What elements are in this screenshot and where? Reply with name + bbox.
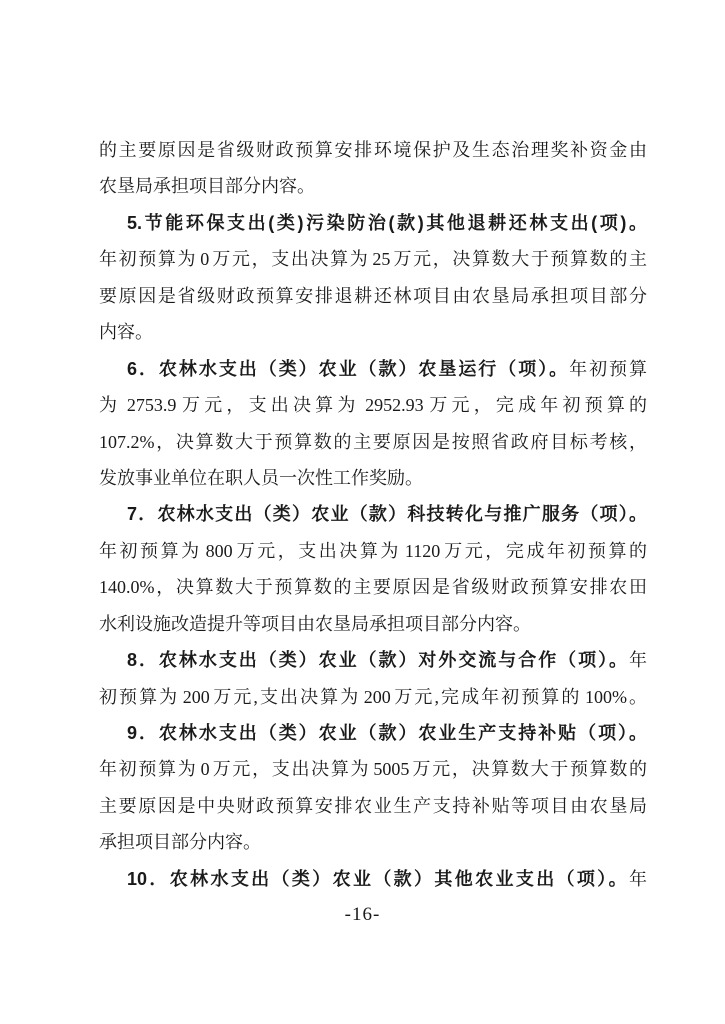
body-text-segment: 年初预算为 0 万元，支出决算为 25 万元，决算数大于预算数的主 (99, 249, 647, 270)
text-line (99, 496, 647, 532)
heading-segment: 10．农林水支出（类）农业（款）其他农业支出（项）。 (127, 868, 629, 889)
body-text-segment: 140.0%，决算数大于预算数的主要原因是省级财政预算安排农田 (99, 577, 647, 598)
page-number: -16- (344, 904, 381, 925)
body-text-segment: 水利设施改造提升等项目由农垦局承担项目部分内容。 (99, 613, 531, 634)
text-line (99, 241, 647, 277)
text-line (99, 751, 647, 787)
body-text-segment: 年 (629, 868, 647, 889)
document-body (99, 132, 647, 897)
text-line (99, 168, 647, 204)
body-text-segment: 年初预算 (569, 358, 647, 379)
text-line (99, 132, 647, 168)
heading-segment: 5.节能环保支出(类)污染防治(款)其他退耕还林支出(项)。 (127, 212, 647, 233)
body-text-segment: 主要原因是中央财政预算安排农业生产支持补贴等项目由农垦局 (99, 795, 647, 816)
body-text-segment: 要原因是省级财政预算安排退耕还林项目由农垦局承担项目部分 (99, 285, 647, 306)
body-text-segment: 初预算为 200 万元,支出决算为 200 万元,完成年初预算的 100%。 (99, 686, 647, 707)
body-text-segment: 承担项目部分内容。 (99, 832, 261, 853)
heading-segment: 7．农林水支出（类）农业（款）科技转化与推广服务（项）。 (127, 504, 647, 525)
body-text-segment: 的主要原因是省级财政预算安排环境保护及生态治理奖补资金由 (99, 140, 647, 160)
heading-segment: 6．农林水支出（类）农业（款）农垦运行（项）。 (127, 358, 570, 379)
text-line (99, 824, 647, 860)
text-line (99, 424, 647, 460)
text-line (99, 387, 647, 423)
body-text-segment: 107.2%，决算数大于预算数的主要原因是按照省政府目标考核， (99, 431, 647, 452)
text-line (99, 533, 647, 569)
body-text-segment: 内容。 (99, 322, 153, 343)
text-line (99, 642, 647, 678)
text-line (99, 205, 647, 241)
text-line (99, 351, 647, 387)
heading-segment: 9．农林水支出（类）农业（款）农业生产支持补贴（项）。 (127, 723, 647, 743)
text-line (99, 569, 647, 605)
body-text-segment: 年初预算为 0 万元，支出决算为 5005 万元，决算数大于预算数的 (99, 759, 647, 780)
text-line (99, 715, 647, 751)
body-text-segment: 年初预算为 800 万元，支出决算为 1120 万元，完成年初预算的 (99, 540, 647, 561)
text-line (99, 788, 647, 824)
body-text-segment: 农垦局承担项目部分内容。 (99, 176, 315, 197)
text-line (99, 861, 647, 897)
text-line (99, 606, 647, 642)
text-line (99, 314, 647, 350)
text-line (99, 460, 647, 496)
body-text-segment: 发放事业单位在职人员一次性工作奖励。 (99, 467, 423, 488)
body-text-segment: 年 (629, 650, 647, 671)
text-line (99, 278, 647, 314)
heading-segment: 8．农林水支出（类）农业（款）对外交流与合作（项）。 (127, 650, 629, 671)
text-line (99, 679, 647, 715)
body-text-segment: 为 2753.9 万元，支出决算为 2952.93 万元，完成年初预算的 (99, 395, 647, 416)
